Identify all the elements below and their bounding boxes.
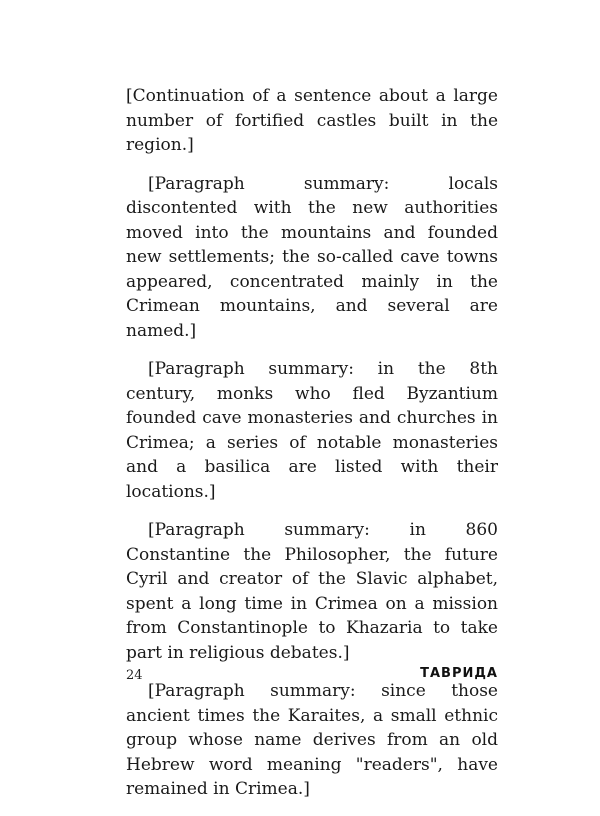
paragraph-2: [Paragraph summary: locals discontented with the new authorities moved into the mountains and founded new settlements; the so-called cave towns appeared, concentrated mainly in the Crimean mountains, and several are named.]	[126, 173, 498, 341]
paragraph-4: [Paragraph summary: in 860 Constantine the Philosopher, the future Cyril and creator of the Slavic alphabet, spent a long time in Crimea on a mission from Constantinople to Khazaria to take part in religious debates.]	[126, 520, 498, 663]
body-text	[126, 84, 498, 816]
paragraph-3: [Paragraph summary: in the 8th century, monks who fled Byzantium founded cave monasteries and churches in Crimea; a series of notable monasteries and a basilica are listed with their locations.]	[126, 359, 498, 502]
paragraph-1: [Continuation of a sentence about a large number of fortified castles built in the region.]	[126, 86, 498, 155]
running-title: ТАВРИДА	[420, 666, 498, 681]
paragraph-5: [Paragraph summary: since those ancient times the Karaites, a small ethnic group whose name derives from an old Hebrew word meaning "readers", have remained in Crimea.]	[126, 681, 498, 799]
page-number: 24	[126, 668, 143, 683]
